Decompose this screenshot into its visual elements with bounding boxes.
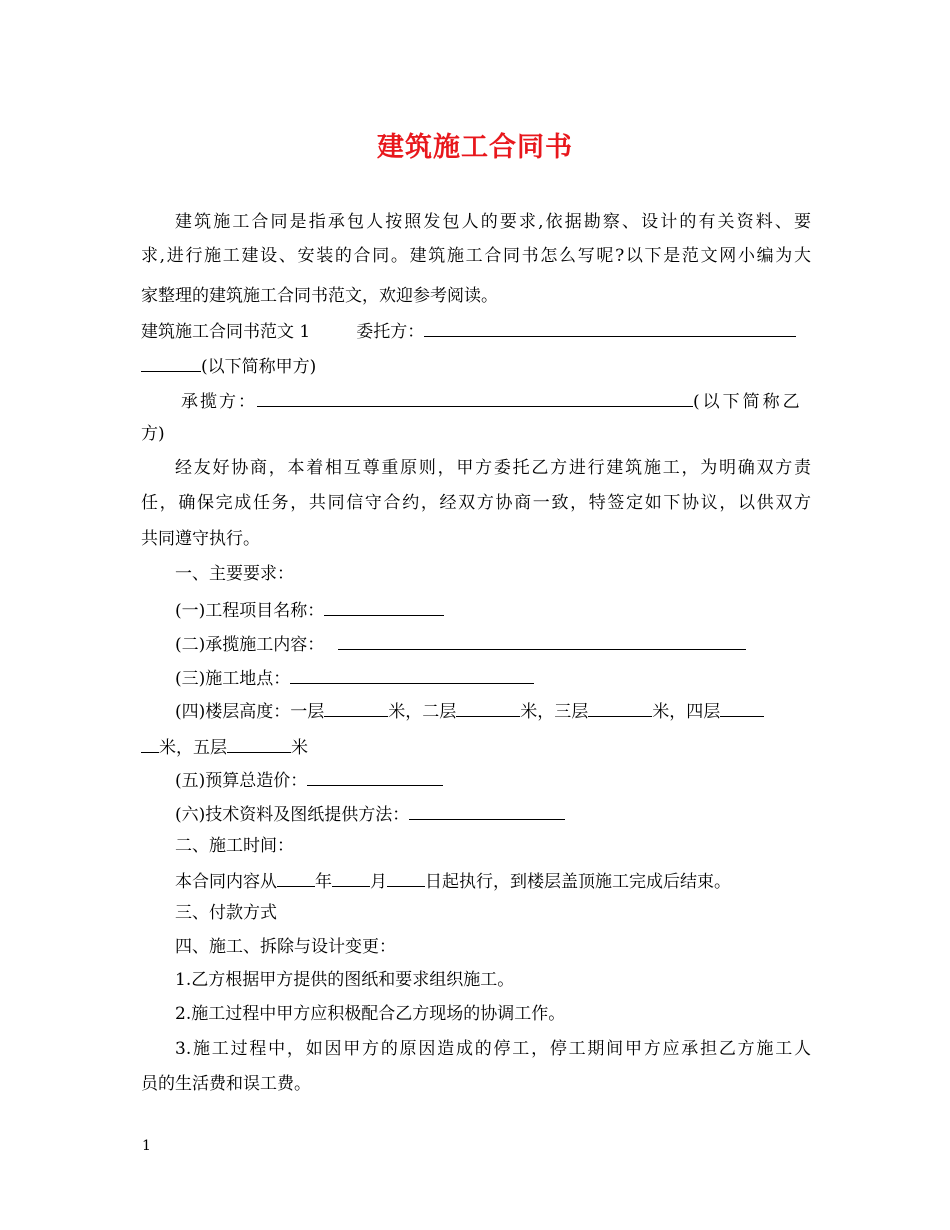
contractor-line <box>181 387 803 414</box>
sample-client-line <box>141 317 796 344</box>
item-6-blank <box>409 800 565 820</box>
item-4-label-b: 米，二层 <box>388 702 457 722</box>
item-3-line <box>175 664 534 691</box>
time-line <box>175 867 731 894</box>
item-1-blank <box>324 596 444 616</box>
year-blank <box>277 867 315 887</box>
item-2-label: (二)承揽施工内容： <box>175 635 325 655</box>
floor-2-blank <box>456 697 520 717</box>
client-label: 委托方： <box>356 322 425 342</box>
floor-4-blank <box>720 697 764 717</box>
page-title: 建筑施工合同书 <box>377 132 573 163</box>
contractor-tail-line: 方) <box>141 424 165 444</box>
time-label-b: 年 <box>315 872 332 892</box>
item-1-line <box>175 596 444 623</box>
client-blank <box>424 317 796 337</box>
item-4-label-a: (四)楼层高度：一层 <box>175 702 325 722</box>
page-number: 1 <box>142 1138 151 1154</box>
item-2-blank <box>338 630 746 650</box>
item-4-line-2 <box>141 733 308 760</box>
item-4-label-e: 米，五层 <box>159 738 227 758</box>
clause-1: 1.乙方根据甲方提供的图纸和要求组织施工。 <box>175 970 515 990</box>
intro-line-1: 建筑施工合同是指承包人按照发包人的要求,依据勘察、设计的有关资料、要 <box>175 212 811 232</box>
section-2-title: 二、施工时间： <box>175 836 294 856</box>
item-3-blank <box>290 664 534 684</box>
day-blank <box>387 867 425 887</box>
contractor-blank <box>257 387 693 407</box>
item-5-blank <box>307 766 443 786</box>
floor-1-blank <box>324 697 388 717</box>
item-6-label: (六)技术资料及图纸提供方法： <box>175 805 410 825</box>
item-3-label: (三)施工地点： <box>175 669 291 689</box>
clause-3-line-1: 3.施工过程中，如因甲方的原因造成的停工，停工期间甲方应承担乙方施工人 <box>175 1039 811 1059</box>
item-4-label-d: 米，四层 <box>652 702 721 722</box>
time-label-a: 本合同内容从 <box>175 872 277 892</box>
item-6-line <box>175 800 565 827</box>
item-5-line <box>175 766 443 793</box>
preamble-line-1: 经友好协商，本着相互尊重原则，甲方委托乙方进行建筑施工，为明确双方责 <box>175 458 811 478</box>
floor-4-blank-2 <box>141 733 159 753</box>
intro-line-2: 求,进行施工建设、安装的合同。建筑施工合同书怎么写呢?以下是范文网小编为大 <box>141 246 811 266</box>
client-blank-2 <box>141 352 201 372</box>
item-4-label-c: 米，三层 <box>520 702 589 722</box>
section-3-title: 三、付款方式 <box>175 903 277 923</box>
item-1-label: (一)工程项目名称： <box>175 601 325 621</box>
contractor-tail: (以下简称乙 <box>693 392 803 412</box>
month-blank <box>332 867 370 887</box>
clause-3-line-2: 员的生活费和误工费。 <box>141 1074 311 1094</box>
floor-5-blank <box>227 733 291 753</box>
item-4-label-f: 米 <box>291 738 308 758</box>
client-tail: (以下简称甲方) <box>201 357 317 377</box>
client-tail-line <box>141 352 316 379</box>
preamble-line-3: 共同遵守执行。 <box>141 529 260 549</box>
sample-label: 建筑施工合同书范文 1 <box>141 322 311 342</box>
section-1-title: 一、主要要求： <box>175 564 294 584</box>
item-2-line <box>175 630 746 657</box>
section-4-title: 四、施工、拆除与设计变更： <box>175 937 396 957</box>
intro-line-3: 家整理的建筑施工合同书范文，欢迎参考阅读。 <box>141 286 498 306</box>
contractor-label: 承揽方： <box>181 392 257 412</box>
item-5-label: (五)预算总造价： <box>175 771 308 791</box>
time-label-c: 月 <box>370 872 387 892</box>
floor-3-blank <box>588 697 652 717</box>
preamble-line-2: 任，确保完成任务，共同信守合约，经双方协商一致，特签定如下协议，以供双方 <box>141 493 811 513</box>
time-label-d: 日起执行，到楼层盖顶施工完成后结束。 <box>425 872 731 892</box>
clause-2: 2.施工过程中甲方应积极配合乙方现场的协调工作。 <box>175 1004 566 1024</box>
item-4-line <box>175 697 764 724</box>
